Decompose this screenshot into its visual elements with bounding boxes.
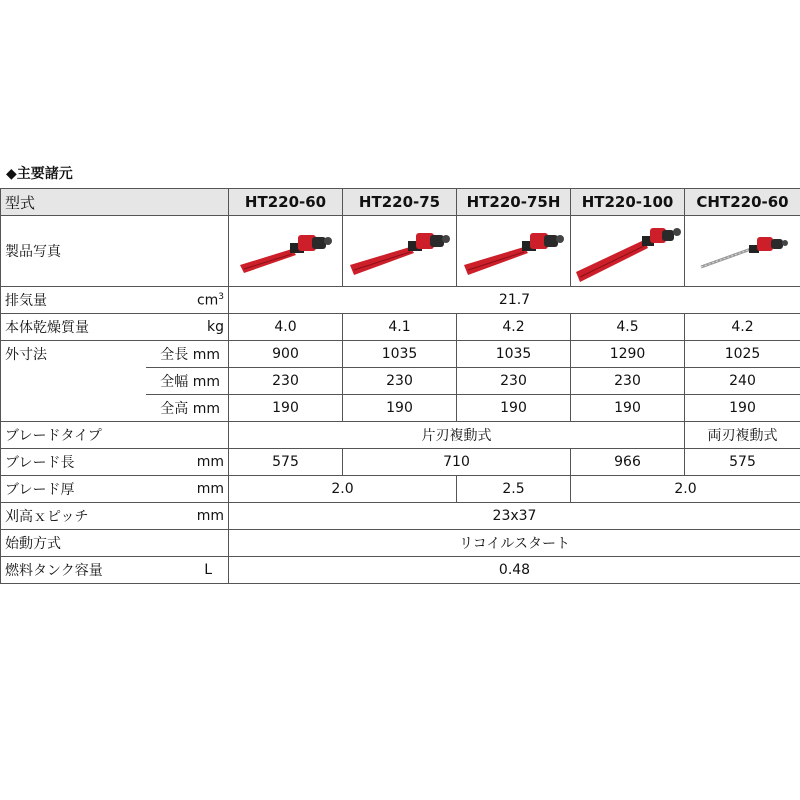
- product-photo-3: [457, 216, 571, 287]
- hedge-trimmer-icon: [348, 221, 452, 281]
- blade-thickness-label: ブレード厚 mm: [1, 476, 229, 503]
- dims-width-label: 全幅 mm: [146, 368, 229, 395]
- weight-row: [1, 314, 800, 341]
- weight-value: 4.2: [685, 314, 800, 341]
- blade-thickness-value: 2.5: [457, 476, 571, 503]
- blade-type-single: 片刃複動式: [229, 422, 685, 449]
- blade-length-row: [1, 449, 800, 476]
- photo-row: [1, 216, 800, 287]
- fuel-row: [1, 557, 800, 584]
- blade-length-label: ブレード長 mm: [1, 449, 229, 476]
- length-value: 1035: [343, 341, 457, 368]
- header-row: [1, 189, 800, 216]
- model-ht220-100: HT220-100: [571, 189, 685, 216]
- cut-pitch-label: 刈高ｘピッチ mm: [1, 503, 229, 530]
- dims-label: 外寸法: [1, 341, 146, 368]
- model-ht220-75h: HT220-75H: [457, 189, 571, 216]
- height-value: 190: [343, 395, 457, 422]
- width-value: 230: [571, 368, 685, 395]
- blade-length-value: 575: [685, 449, 800, 476]
- height-value: 190: [685, 395, 800, 422]
- length-value: 1035: [457, 341, 571, 368]
- blade-type-double: 両刃複動式: [685, 422, 800, 449]
- blade-thickness-value: 2.0: [229, 476, 457, 503]
- width-value: 240: [685, 368, 800, 395]
- page-title: ◆主要諸元: [6, 166, 73, 182]
- hedge-trimmer-icon: [574, 216, 682, 286]
- blade-thickness-value: 2.0: [571, 476, 800, 503]
- start-label: 始動方式: [1, 530, 229, 557]
- product-photo-2: [343, 216, 457, 287]
- height-value: 190: [229, 395, 343, 422]
- exhaust-value: 21.7: [229, 287, 800, 314]
- length-value: 900: [229, 341, 343, 368]
- blade-type-row: [1, 422, 800, 449]
- cut-pitch-value: 23x37: [229, 503, 800, 530]
- model-ht220-75: HT220-75: [343, 189, 457, 216]
- weight-value: 4.0: [229, 314, 343, 341]
- model-label: 型式: [1, 189, 229, 216]
- blade-length-value: 575: [229, 449, 343, 476]
- hedge-trimmer-icon: [462, 221, 566, 281]
- cut-pitch-row: [1, 503, 800, 530]
- exhaust-unit: $cm^3$: [196, 291, 225, 309]
- dims-height-row: [1, 395, 800, 422]
- blade-thickness-row: [1, 476, 800, 503]
- start-row: [1, 530, 800, 557]
- blade-type-label: ブレードタイプ: [1, 422, 229, 449]
- weight-value: 4.5: [571, 314, 685, 341]
- dims-height-label: 全高 mm: [146, 395, 229, 422]
- product-photo-4: [571, 216, 685, 287]
- width-value: 230: [343, 368, 457, 395]
- weight-value: 4.2: [457, 314, 571, 341]
- dims-length-row: [1, 341, 800, 368]
- dims-length-label: 全長 mm: [146, 341, 229, 368]
- weight-value: 4.1: [343, 314, 457, 341]
- blade-length-value: 710: [343, 449, 571, 476]
- weight-label: 本体乾燥質量 kg: [1, 314, 229, 341]
- height-value: 190: [457, 395, 571, 422]
- width-value: 230: [229, 368, 343, 395]
- fuel-label: 燃料タンク容量 L: [1, 557, 229, 584]
- fuel-value: 0.48: [229, 557, 800, 584]
- product-photo-1: [229, 216, 343, 287]
- model-ht220-60: HT220-60: [229, 189, 343, 216]
- height-value: 190: [571, 395, 685, 422]
- spec-table: [0, 188, 800, 584]
- model-cht220-60: CHT220-60: [685, 189, 800, 216]
- start-value: リコイルスタート: [229, 530, 800, 557]
- blade-length-value: 966: [571, 449, 685, 476]
- exhaust-label: 排気量 $cm^3$: [1, 287, 229, 314]
- dims-width-row: [1, 368, 800, 395]
- exhaust-row: [1, 287, 800, 314]
- length-value: 1290: [571, 341, 685, 368]
- hedge-trimmer-icon: [693, 221, 793, 281]
- photo-label: 製品写真: [1, 216, 229, 287]
- hedge-trimmer-icon: [236, 221, 336, 281]
- product-photo-5: [685, 216, 800, 287]
- width-value: 230: [457, 368, 571, 395]
- length-value: 1025: [685, 341, 800, 368]
